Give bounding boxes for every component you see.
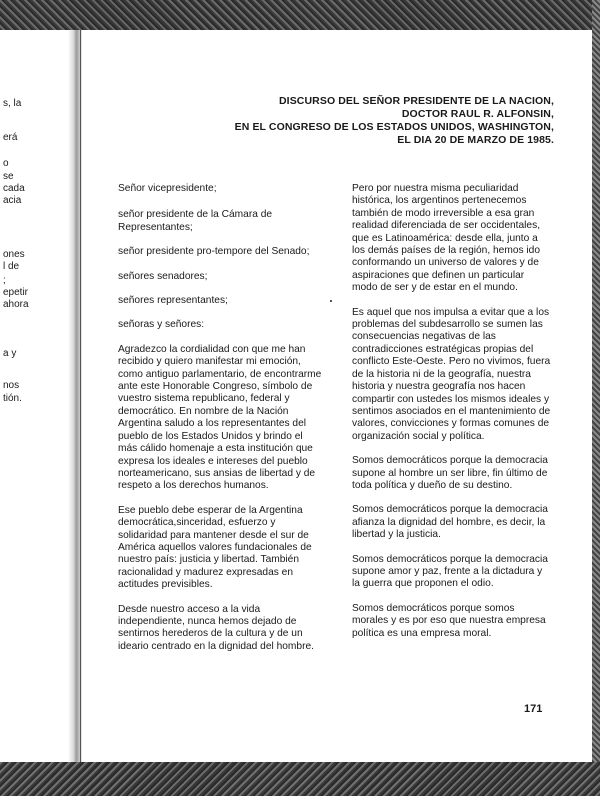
scan-border-bottom <box>0 762 600 796</box>
paragraph: Desde nuestro acceso a la vida independiente, nunca hemos dejado de sentirnos herederos de la cultura y de un ideario centrado en la dignidad del hombre. <box>118 603 314 652</box>
salutation: señor presidente pro-tempore del Senado; <box>118 246 310 258</box>
scan-border-top <box>0 0 600 30</box>
salutation: Señor vicepresidente; <box>118 183 217 194</box>
prev-fragment: ahora <box>3 299 29 310</box>
prev-fragment: o <box>3 158 9 169</box>
paragraph: Somos democráticos porque la democracia afianza la dignidad del hombre, es decir, la libertad y la justicia. <box>352 504 548 541</box>
heading-line: EL DIA 20 DE MARZO DE 1985. <box>397 134 554 146</box>
paragraph: Agradezco la cordialidad con que me han recibido y quiero manifestar mi emoción, como antiguo parlamentario, de encontrarme ante este Honorable Congreso, símbolo de vuestro sistema republicano, federal y democrático. En nombre de la Nación Argentina saludo a los representantes del pueblo de los Estados Unidos y brindo el más cálido homenaje a esta institución que expresa los ideales e intereses del pueblo norteamericano, sus ansias de libertad y de respeto a los derechos humanos. <box>118 343 322 492</box>
prev-fragment: a y <box>3 348 17 359</box>
spine-edge-line <box>80 30 81 762</box>
salutation: señores senadores; <box>118 270 208 282</box>
salutation: señoras y señores: <box>118 319 205 331</box>
heading-line: DISCURSO DEL SEÑOR PRESIDENTE DE LA NACION, <box>279 95 554 107</box>
left-column <box>118 183 323 665</box>
paragraph: Pero por nuestra misma peculiaridad histórica, los argentinos pertenecemos también de modo irreversible a esa gran realidad diferenciada de ser occidentales, que es Latinoamérica: desde ella, junto a los demás países de la región, hemos ido conformando un universo de valores y de aspiraciones que definen un particular modo de ser y de estar en el mundo. <box>352 183 541 294</box>
prev-fragment: cada <box>3 183 25 194</box>
prev-fragment: acia <box>3 195 22 206</box>
prev-fragment: s, la <box>3 98 22 109</box>
paragraph: Somos democráticos porque la democracia supone al hombre un ser libre, fin último de toda política y dueño de su destino. <box>352 455 548 491</box>
prev-fragment: se <box>3 171 14 182</box>
prev-fragment: tión. <box>3 393 22 404</box>
previous-page-edge <box>0 30 66 762</box>
right-column <box>352 183 552 652</box>
paragraph: Somos democráticos porque la democracia supone amor y paz, frente a la dictadura y la guerra que proponen el odio. <box>352 553 548 590</box>
salutation: señor presidente de la Cámara de Representantes; <box>118 209 273 233</box>
prev-fragment: l de <box>3 261 20 272</box>
prev-fragment: epetir <box>3 287 29 298</box>
paragraph: Somos democráticos porque somos morales y es por eso que nuestra empresa política es una empresa moral. <box>352 602 546 639</box>
print-speck <box>330 300 332 302</box>
prev-fragment: ones <box>3 249 25 260</box>
prev-fragment: erá <box>3 132 18 143</box>
scan-border-right <box>592 0 600 796</box>
paragraph: Es aquel que nos impulsa a evitar que a los problemas del subdesarrollo se sumen las consecuencias negativas de las contradicciones estratégicas propias del conflicto Este-Oeste. Pero no vivimos, fuera de la historia ni de la geografía, nuestra historia y nuestra geografía nos hacen compartir con ustedes los mismos ideales y sentimos asociados en el mantenimiento de valores, convicciones y formas comunes de organización social y política. <box>352 306 551 442</box>
paragraph: Ese pueblo debe esperar de la Argentina democrática,sinceridad, esfuerzo y solidaridad para mantener desde el sur de América aquellos valores fundacionales de nuestro país: justicia y libertad. También racionalidad y madurez expresadas en actitudes previsibles. <box>118 504 312 591</box>
prev-fragment: nos <box>3 380 20 391</box>
heading-line: EN EL CONGRESO DE LOS ESTADOS UNIDOS, WASHINGTON, <box>234 121 554 133</box>
salutation: señores representantes; <box>118 295 228 307</box>
speech-heading <box>114 95 554 147</box>
page-number: 171 <box>524 703 543 715</box>
heading-line: DOCTOR RAUL R. ALFONSIN, <box>401 108 554 120</box>
prev-fragment: ; <box>3 275 6 286</box>
